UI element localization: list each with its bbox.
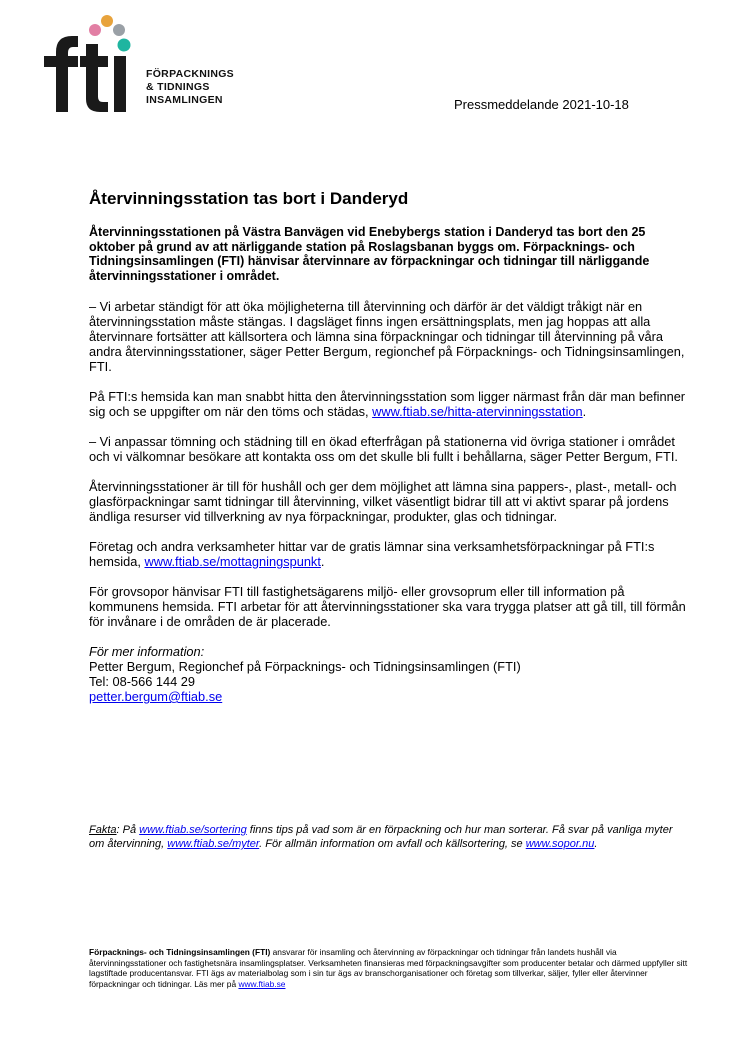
fact-text-2: finns tips på vad som är en förpackning och hur man sorterar. Få svar på vanliga myter om återvinning, xyxy=(89,824,673,850)
logo-letter-i xyxy=(114,56,126,112)
station-finder-link[interactable]: www.ftiab.se/hitta-atervinningsstation xyxy=(372,404,583,419)
contact-email-link[interactable]: petter.bergum@ftiab.se xyxy=(89,689,223,704)
fact-box xyxy=(89,823,689,851)
logo-letter-f xyxy=(44,36,78,112)
footer-boilerplate xyxy=(89,947,689,989)
sopor-link[interactable]: www.sopor.nu xyxy=(525,838,595,850)
page-title: Återvinningsstation tas bort i Danderyd xyxy=(89,189,409,208)
fact-text-3: . För allmän information om avfall och källsortering, se xyxy=(259,838,526,850)
logo-text-line1: FÖRPACKNINGS xyxy=(146,68,234,80)
logo-dot-pink xyxy=(89,24,101,36)
website-paragraph xyxy=(89,389,689,419)
companies-paragraph-end: . xyxy=(320,554,325,569)
footer-website-link[interactable]: www.ftiab.se xyxy=(238,978,286,989)
bulky-waste-paragraph: För grovsopor hänvisar FTI till fastighetsägarens miljö- eller grovsoprum eller till information på kommunens hemsida. FTI arbetar för att återvinningsstationer ska vara trygga platser att gå till, till förmån för invånare i de områden de är placerade. xyxy=(89,584,686,629)
stations-paragraph: Återvinningsstationer är till för hushåll och ger dem möjlighet att lämna sina pappers-, plast-, metall- och glasförpackningar samt tidningar till återvinning, vilket väsentligt bidrar till att vi aktivt sparar på jordens ändliga resurser vid tillverkning av nya förpackningar, produkter, glas och tidningar. xyxy=(89,479,677,524)
fact-label: Fakta xyxy=(89,824,117,836)
contact-info xyxy=(89,644,689,704)
press-release-date: Pressmeddelande 2021-10-18 xyxy=(454,97,629,112)
footer-text: ansvarar för insamling och återvinning av förpackningar och tidningar från landets hushåll via återvinningsstationer och fastighetsnära insamlingsplatser. Verksamheten finansieras med förpackningsavgifter som producenter betalar och därmed uppfyller sitt lagstiftade producentansvar. FTI ägs av materialbolag som i sin tur ägs av branschorganisationer och företag som tillverkar, säljer, fyller eller återvinner förpackningar och tidningar. Läs mer på xyxy=(89,947,688,989)
logo-dot-orange xyxy=(101,15,113,27)
logo-text-line3: INSAMLINGEN xyxy=(146,94,223,106)
contact-name: Petter Bergum, Regionchef på Förpacknings- och Tidningsinsamlingen (FTI) xyxy=(89,659,521,674)
website-paragraph-end: . xyxy=(582,404,587,419)
press-release-body xyxy=(89,189,689,704)
logo-dot-teal xyxy=(118,39,131,52)
logo-text-line2: & TIDNINGS xyxy=(146,81,210,93)
fti-logo xyxy=(42,14,262,114)
fact-text-1: : På xyxy=(116,824,140,836)
fti-logo-mark xyxy=(42,14,142,114)
fact-text-4: . xyxy=(594,838,598,850)
lead-paragraph: Återvinningsstationen på Västra Banvägen vid Enebybergs station i Danderyd tas bort den 25 oktober på grund av att närliggande station på Roslagsbanan byggs om. Förpacknings- och Tidningsinsamlingen (FTI) hänvisar återvinnare av förpackningar och tidningar till närliggande återvinningsstationer i området. xyxy=(89,225,650,283)
contact-heading: För mer information: xyxy=(89,644,205,659)
quote-paragraph-1: – Vi arbetar ständigt för att öka möjligheterna till återvinning och därför är det väldigt tråkigt när en återvinningsstation måste stängas. I dagsläget finns ingen ersättningsplats, men jag hoppas att alla återvinnare fortsätter att källsortera och lämna sina förpackningar och tidningar till återvinning på våra andra återvinningsstationer, säger Petter Bergum, regionchef på Förpacknings- och Tidningsinsamlingen, FTI. xyxy=(89,299,685,374)
myths-link[interactable]: www.ftiab.se/myter xyxy=(167,838,260,850)
companies-paragraph-text: Företag och andra verksamheter hittar var de gratis lämnar sina verksamhetsförpackningar på FTI:s hemsida, xyxy=(89,539,655,569)
logo-dot-gray xyxy=(113,24,125,36)
website-paragraph-text: På FTI:s hemsida kan man snabbt hitta den återvinningsstation som ligger närmast från där man befinner sig och se uppgifter om när den töms och städas, xyxy=(89,389,686,419)
footer-org-name: Förpacknings- och Tidningsinsamlingen (FTI) xyxy=(89,947,271,957)
quote-paragraph-2: – Vi anpassar tömning och städning till en ökad efterfrågan på stationerna vid övriga stationer i området och vi välkomnar besökare att kontakta oss om det skulle bli fullt i behållarna, säger Petter Bergum, FTI. xyxy=(89,434,678,464)
reception-point-link[interactable]: www.ftiab.se/mottagningspunkt xyxy=(144,554,321,569)
logo-letter-t xyxy=(80,44,108,112)
logo-text xyxy=(146,68,234,107)
companies-paragraph xyxy=(89,539,689,569)
sorting-link[interactable]: www.ftiab.se/sortering xyxy=(139,824,247,836)
contact-phone: Tel: 08-566 144 29 xyxy=(89,674,196,689)
